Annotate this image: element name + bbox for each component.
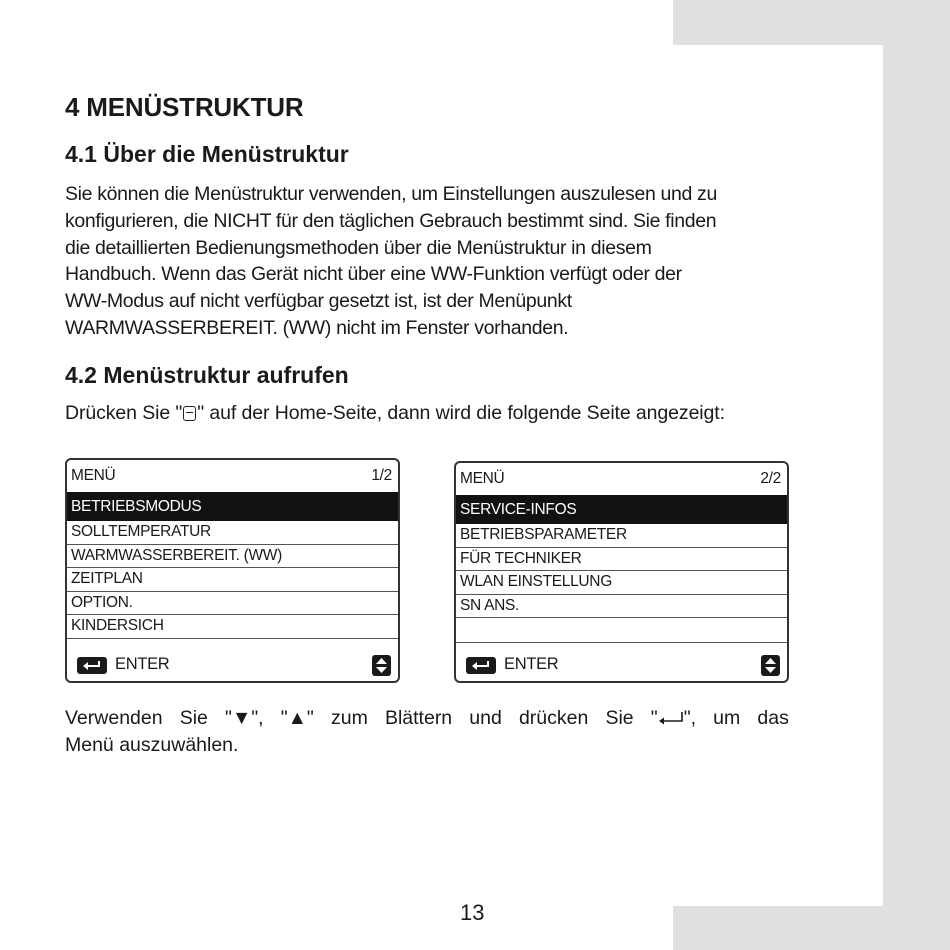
menu-item-fuer-techniker[interactable]: FÜR TECHNIKER — [456, 548, 787, 572]
page-edge-bar — [883, 0, 950, 950]
paragraph-line: Sie können die Menüstruktur verwenden, um Einstellungen auszulesen und zu — [65, 183, 717, 205]
menu-screen-title: MENÜ — [460, 470, 505, 487]
paragraph-line: WW-Modus auf nicht verfügbar gesetzt ist, ist der Menüpunkt — [65, 290, 572, 313]
menu-screen-header — [67, 460, 398, 492]
instruction-line-1 — [65, 705, 789, 732]
quote-close: ", — [683, 707, 697, 729]
instruction-word: "▲" — [280, 707, 314, 729]
menu-screen-page-1 — [65, 458, 400, 683]
instruction-word: drücken — [518, 707, 589, 729]
instruction-return-group — [651, 705, 696, 732]
page-number: 13 — [460, 900, 485, 925]
enter-label: ENTER — [115, 655, 170, 673]
menu-item-empty — [456, 618, 787, 643]
menu-item-zeitplan[interactable]: ZEITPLAN — [67, 568, 398, 592]
section-heading-4-1: 4.1 Über die Menüstruktur — [65, 141, 349, 167]
instruction-word: um — [713, 707, 741, 729]
menu-page-indicator: 2/2 — [760, 470, 781, 487]
instruction-word: Sie — [179, 707, 208, 729]
enter-label: ENTER — [504, 655, 559, 673]
menu-icon — [183, 406, 196, 421]
return-arrow-icon — [658, 711, 684, 725]
menu-item-service-infos[interactable]: SERVICE-INFOS — [456, 495, 787, 524]
paragraph-line: Handbuch. Wenn das Gerät nicht über eine WW-Funktion verfügt oder der — [65, 263, 682, 286]
instruction-word: zum — [330, 707, 368, 729]
menu-page-indicator: 1/2 — [371, 467, 392, 484]
enter-key-icon[interactable] — [466, 657, 496, 674]
scroll-up-down-icon[interactable] — [761, 655, 780, 676]
enter-key-icon[interactable] — [77, 657, 107, 674]
menu-item-wlan-einstellung[interactable]: WLAN EINSTELLUNG — [456, 571, 787, 595]
section-4-2-text — [65, 402, 725, 425]
text-before-icon: Drücken Sie " — [65, 402, 183, 424]
menu-screen-title: MENÜ — [71, 467, 116, 484]
paragraph-line: WARMWASSERBEREIT. (WW) nicht im Fenster vorhanden. — [65, 316, 569, 339]
instruction-word: Blättern — [384, 707, 453, 729]
paragraph-line: konfigurieren, die NICHT für den täglichen Gebrauch bestimmt sind. Sie finden — [65, 209, 717, 232]
menu-item-kindersich[interactable]: KINDERSICH — [67, 615, 398, 639]
section-4-1-paragraph — [65, 181, 825, 342]
menu-item-solltemperatur[interactable]: SOLLTEMPERATUR — [67, 521, 398, 545]
menu-item-betriebsparameter[interactable]: BETRIEBSPARAMETER — [456, 524, 787, 548]
quote-open: " — [650, 707, 658, 729]
navigation-instruction — [65, 705, 789, 759]
instruction-word: und — [469, 707, 502, 729]
menu-screen-header — [456, 463, 787, 495]
paragraph-line: die detaillierten Bedienungsmethoden über die Menüstruktur in diesem — [65, 236, 652, 259]
instruction-word: "▼", — [225, 707, 264, 729]
menu-screen-footer — [456, 647, 787, 681]
section-heading-4-2: 4.2 Menüstruktur aufrufen — [65, 362, 349, 388]
menu-screen-footer — [67, 647, 398, 681]
instruction-word: Verwenden — [65, 707, 163, 729]
instruction-word: das — [757, 707, 789, 729]
menu-screen-page-2 — [454, 461, 789, 683]
menu-item-sn-ans[interactable]: SN ANS. — [456, 595, 787, 619]
instruction-word: Sie — [605, 707, 634, 729]
page-tab-bottom — [673, 906, 950, 950]
chapter-heading: 4 MENÜSTRUKTUR — [65, 92, 304, 122]
text-after-icon: " auf der Home-Seite, dann wird die folgende Seite angezeigt: — [197, 402, 725, 424]
menu-item-betriebsmodus[interactable]: BETRIEBSMODUS — [67, 492, 398, 521]
menu-item-warmwasserbereit[interactable]: WARMWASSERBEREIT. (WW) — [67, 545, 398, 569]
scroll-up-down-icon[interactable] — [372, 655, 391, 676]
instruction-line-2: Menü auszuwählen. — [65, 734, 239, 756]
menu-item-option[interactable]: OPTION. — [67, 592, 398, 616]
